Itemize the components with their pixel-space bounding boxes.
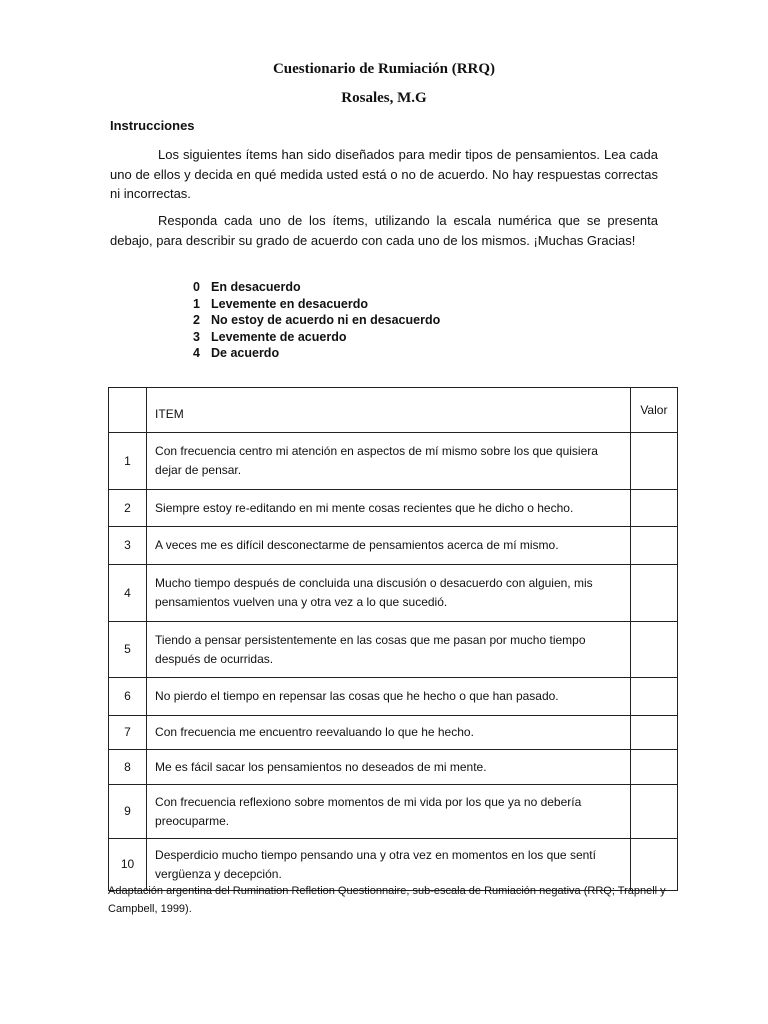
item-text: Con frecuencia me encuentro reevaluando lo que he hecho.: [147, 716, 631, 750]
header-item: ITEM: [147, 388, 631, 433]
item-number: 3: [109, 527, 147, 565]
response-scale: [193, 279, 440, 362]
item-text: Tiendo a pensar persistentemente en las cosas que me pasan por mucho tiempo después de ocurridas.: [147, 622, 631, 678]
scale-option: [193, 296, 440, 313]
instructions-heading: Instrucciones: [110, 118, 195, 133]
instructions-paragraph-1: Los siguientes ítems han sido diseñados para medir tipos de pensamientos. Lea cada uno de ellos y decida en qué medida usted está o no de acuerdo. No hay respuestas correctas ni incorrectas.: [110, 147, 658, 201]
scale-option: [193, 279, 440, 296]
item-number: 2: [109, 490, 147, 527]
scale-label: Levemente en desacuerdo: [211, 296, 369, 311]
scale-label: Levemente de acuerdo: [211, 329, 347, 344]
scale-value: 1: [193, 296, 200, 311]
item-text: Desperdicio mucho tiempo pensando una y otra vez en momentos en los que sentí vergüenza y decepción.: [147, 839, 631, 891]
item-text: Con frecuencia centro mi atención en aspectos de mí mismo sobre los que quisiera dejar de pensar.: [147, 433, 631, 490]
item-value-cell[interactable]: [630, 622, 677, 678]
item-value-cell[interactable]: [630, 678, 677, 716]
header-number: [109, 388, 147, 433]
item-text: A veces me es difícil desconectarme de pensamientos acerca de mí mismo.: [147, 527, 631, 565]
table-row: [109, 622, 678, 678]
questionnaire-table: [108, 387, 678, 891]
scale-label: De acuerdo: [211, 346, 280, 361]
footnote: Adaptación argentina del Rumination Refletion Questionnaire, sub-escala de Rumiación negativa (RRQ; Trapnell y Campbell, 1999).: [108, 885, 666, 915]
item-value-cell[interactable]: [630, 565, 677, 622]
item-value-cell[interactable]: [630, 433, 677, 490]
item-number: 6: [109, 678, 147, 716]
scale-value: 0: [193, 280, 200, 294]
document-title: Cuestionario de Rumiación (RRQ): [272, 61, 496, 77]
scale-value: 2: [193, 313, 200, 328]
item-value-cell[interactable]: [630, 716, 677, 750]
item-text: Mucho tiempo después de concluida una discusión o desacuerdo con alguien, mis pensamientos vuelven una y otra vez a lo que sucedió.: [147, 565, 631, 622]
item-text: Siempre estoy re-editando en mi mente cosas recientes que he dicho o hecho.: [147, 490, 631, 527]
item-text: No pierdo el tiempo en repensar las cosas que he hecho o que han pasado.: [147, 678, 631, 716]
table-row: [109, 678, 678, 716]
table-row: [109, 527, 678, 565]
scale-option: [193, 329, 440, 346]
item-number: 10: [109, 839, 147, 891]
table-row: [109, 565, 678, 622]
item-value-cell[interactable]: [630, 750, 677, 785]
scale-value: 3: [193, 329, 200, 344]
item-value-cell[interactable]: [630, 490, 677, 527]
item-number: 9: [109, 785, 147, 839]
scale-option: [193, 345, 440, 362]
table-row: [109, 750, 678, 785]
table-row: [109, 716, 678, 750]
scale-value: 4: [193, 346, 200, 361]
item-number: 1: [109, 433, 147, 490]
scale-label: En desacuerdo: [211, 280, 301, 294]
document-author: Rosales, M.G: [341, 90, 427, 106]
item-text: Me es fácil sacar los pensamientos no deseados de mi mente.: [147, 750, 631, 785]
table-row: [109, 785, 678, 839]
item-value-cell[interactable]: [630, 527, 677, 565]
header-value: Valor: [630, 388, 677, 433]
table-row: [109, 433, 678, 490]
item-number: 7: [109, 716, 147, 750]
item-number: 5: [109, 622, 147, 678]
item-value-cell[interactable]: [630, 785, 677, 839]
table-header-row: [109, 388, 678, 433]
table-row: [109, 490, 678, 527]
scale-option: [193, 312, 440, 329]
instructions-paragraph-2: Responda cada uno de los ítems, utilizando la escala numérica que se presenta debajo, para describir su grado de acuerdo con cada uno de los mismos. ¡Muchas Gracias!: [110, 213, 658, 248]
item-number: 4: [109, 565, 147, 622]
item-number: 8: [109, 750, 147, 785]
scale-label: No estoy de acuerdo ni en desacuerdo: [211, 313, 441, 328]
item-text: Con frecuencia reflexiono sobre momentos de mi vida por los que ya no debería preocuparme.: [147, 785, 631, 839]
